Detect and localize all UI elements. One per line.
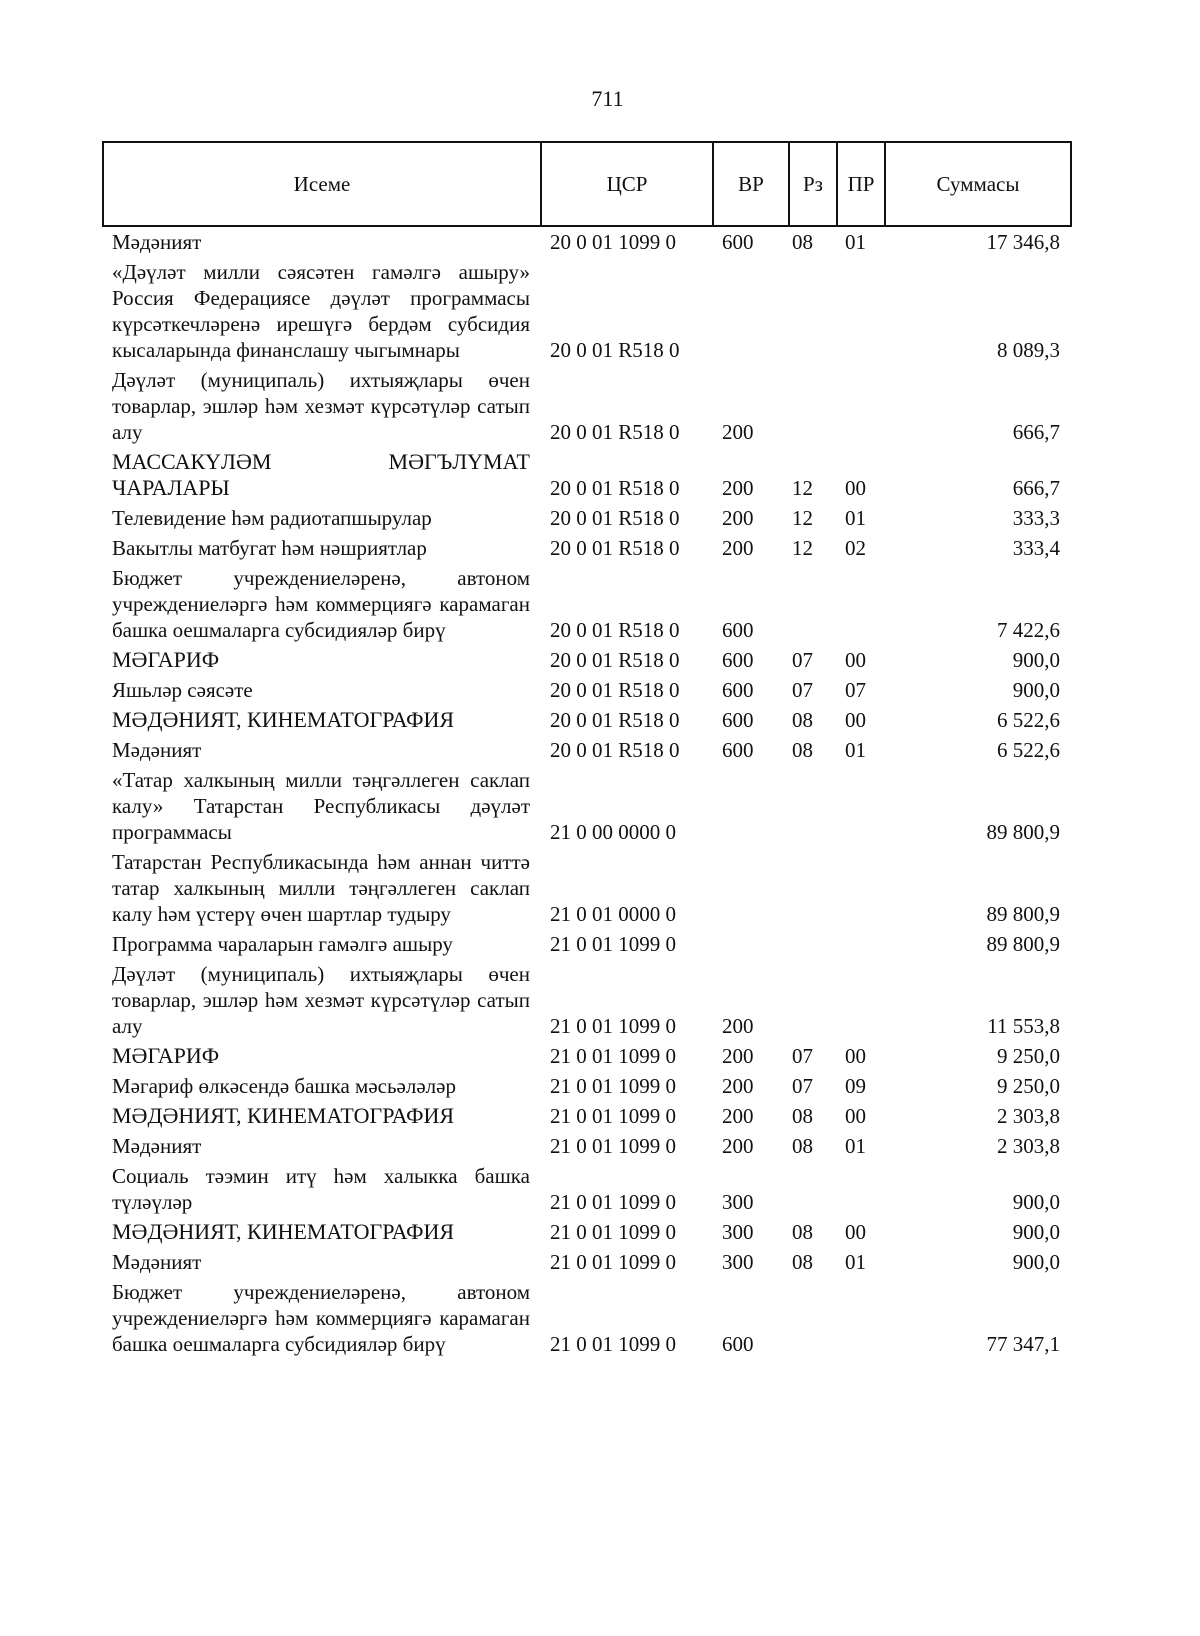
table-row	[112, 643, 1060, 673]
cell-pr: 02	[845, 536, 866, 560]
cell-csr: 20 0 01 R518 0	[550, 338, 680, 362]
cell-rz: 07	[792, 678, 813, 702]
cell-sum: 9 250,0	[997, 1044, 1060, 1068]
cell-csr: 20 0 01 R518 0	[550, 420, 680, 444]
cell-vr: 300	[722, 1220, 754, 1244]
cell-name: Мәгариф өлкәсендә башка мәсьәләләр	[112, 1074, 456, 1098]
table-row	[112, 1099, 1060, 1129]
cell-sum: 666,7	[1012, 420, 1060, 444]
cell-pr: 09	[845, 1074, 866, 1098]
header-vr: ВР	[713, 142, 789, 226]
cell-vr: 600	[722, 230, 754, 254]
budget-table	[112, 225, 1060, 1357]
table-row	[112, 927, 1060, 957]
cell-sum: 89 800,9	[986, 820, 1060, 844]
cell-pr	[826, 255, 874, 363]
table-row	[112, 1129, 1060, 1159]
cell-name: Мәдәният	[112, 230, 202, 254]
cell-vr: 300	[722, 1190, 754, 1214]
cell-vr: 600	[722, 1332, 754, 1356]
cell-pr	[826, 927, 874, 957]
cell-name: МАССАКҮЛӘМ МӘГЪЛҮМАТ ЧАРАЛАРЫ	[112, 449, 530, 500]
cell-vr: 200	[722, 1104, 754, 1128]
cell-name: «Дәүләт милли сәясәтен гамәлгә ашыру» Россия Федерациясе дәүләт программасы күрсәткечләренә ирешүгә бердәм субсидия кысаларында финанслашу чыгымнары	[112, 260, 530, 362]
cell-sum: 666,7	[1012, 476, 1060, 500]
cell-rz: 08	[792, 1134, 813, 1158]
table-row	[112, 1275, 1060, 1357]
cell-name: МӘДӘНИЯТ, КИНЕМАТОГРАФИЯ	[112, 1219, 455, 1244]
cell-csr: 20 0 01 1099 0	[550, 230, 676, 254]
table-row	[112, 1245, 1060, 1275]
cell-sum: 2 303,8	[997, 1104, 1060, 1128]
cell-pr: 00	[845, 648, 866, 672]
cell-name: Бюджет учреждениеләренә, автоном учреждениеләргә һәм коммерциягә карамаган башка оешмаларга субсидияләр бирү	[112, 566, 530, 642]
cell-rz: 12	[792, 536, 813, 560]
cell-pr	[826, 1159, 874, 1215]
cell-csr: 20 0 01 R518 0	[550, 476, 680, 500]
cell-vr: 200	[722, 420, 754, 444]
cell-csr: 20 0 01 R518 0	[550, 738, 680, 762]
cell-csr: 21 0 01 1099 0	[550, 1250, 676, 1274]
cell-sum: 17 346,8	[986, 230, 1060, 254]
header-pr: ПР	[837, 142, 885, 226]
cell-sum: 9 250,0	[997, 1074, 1060, 1098]
cell-vr: 600	[722, 648, 754, 672]
cell-name: Мәдәният	[112, 738, 202, 762]
cell-csr: 21 0 00 0000 0	[550, 820, 676, 844]
cell-rz	[778, 1159, 826, 1215]
cell-rz: 08	[792, 1104, 813, 1128]
cell-sum: 900,0	[1012, 648, 1060, 672]
cell-name: Социаль тәэмин итү һәм халыкка башка түләүләр	[112, 1164, 530, 1214]
cell-sum: 7 422,6	[997, 618, 1060, 642]
table-row	[112, 763, 1060, 845]
cell-vr	[712, 255, 778, 363]
table-header	[102, 141, 1072, 227]
cell-sum: 6 522,6	[997, 708, 1060, 732]
cell-sum: 900,0	[1012, 1250, 1060, 1274]
table-row	[112, 1159, 1060, 1215]
cell-vr: 600	[722, 678, 754, 702]
cell-pr	[826, 845, 874, 927]
cell-csr: 21 0 01 1099 0	[550, 932, 676, 956]
header-csr: ЦСР	[541, 142, 713, 226]
cell-pr: 07	[845, 678, 866, 702]
cell-pr: 00	[845, 708, 866, 732]
cell-rz	[778, 845, 826, 927]
cell-rz: 08	[792, 738, 813, 762]
header-name: Исеме	[103, 142, 541, 226]
cell-csr: 21 0 01 1099 0	[550, 1332, 676, 1356]
cell-pr	[826, 763, 874, 845]
cell-name: Мәдәният	[112, 1134, 202, 1158]
cell-rz	[778, 957, 826, 1039]
table-row	[112, 703, 1060, 733]
cell-name: Мәдәният	[112, 1250, 202, 1274]
cell-name: Бюджет учреждениеләренә, автоном учреждениеләргә һәм коммерциягә карамаган башка оешмаларга субсидияләр бирү	[112, 1280, 530, 1356]
cell-sum: 11 553,8	[987, 1014, 1060, 1038]
cell-pr	[826, 957, 874, 1039]
table-row	[112, 445, 1060, 501]
cell-rz: 12	[792, 476, 813, 500]
table-row	[112, 673, 1060, 703]
cell-vr: 200	[722, 1014, 754, 1038]
table-row	[112, 363, 1060, 445]
table-row	[112, 531, 1060, 561]
cell-csr: 20 0 01 R518 0	[550, 648, 680, 672]
cell-name: Программа чараларын гамәлгә ашыру	[112, 932, 453, 956]
cell-vr: 600	[722, 738, 754, 762]
table-row	[112, 733, 1060, 763]
cell-sum: 900,0	[1012, 1190, 1060, 1214]
cell-name: Дәүләт (муниципаль) ихтыяҗлары өчен товарлар, эшләр һәм хезмәт күрсәтүләр сатып алу	[112, 368, 530, 444]
cell-rz: 08	[792, 1250, 813, 1274]
cell-csr: 21 0 01 1099 0	[550, 1104, 676, 1128]
cell-csr: 20 0 01 R518 0	[550, 536, 680, 560]
table-row	[112, 957, 1060, 1039]
cell-sum: 900,0	[1012, 1220, 1060, 1244]
cell-csr: 20 0 01 R518 0	[550, 708, 680, 732]
table-body	[112, 225, 1060, 1357]
cell-vr: 200	[722, 536, 754, 560]
cell-pr: 01	[845, 738, 866, 762]
cell-pr: 01	[845, 1134, 866, 1158]
cell-name: Дәүләт (муниципаль) ихтыяҗлары өчен товарлар, эшләр һәм хезмәт күрсәтүләр сатып алу	[112, 962, 530, 1038]
cell-name: МӘГАРИФ	[112, 647, 220, 672]
cell-csr: 21 0 01 1099 0	[550, 1074, 676, 1098]
header-rz: Рз	[789, 142, 837, 226]
cell-name: МӘДӘНИЯТ, КИНЕМАТОГРАФИЯ	[112, 1103, 455, 1128]
cell-sum: 89 800,9	[986, 902, 1060, 926]
table-row	[112, 845, 1060, 927]
cell-csr: 21 0 01 1099 0	[550, 1044, 676, 1068]
cell-rz: 07	[792, 1044, 813, 1068]
cell-name: МӘГАРИФ	[112, 1043, 220, 1068]
cell-sum: 2 303,8	[997, 1134, 1060, 1158]
cell-pr: 01	[845, 1250, 866, 1274]
cell-sum: 333,3	[1012, 506, 1060, 530]
cell-sum: 77 347,1	[986, 1332, 1060, 1356]
cell-pr: 00	[845, 1220, 866, 1244]
cell-pr: 01	[845, 230, 866, 254]
cell-sum: 89 800,9	[986, 932, 1060, 956]
cell-csr: 21 0 01 0000 0	[550, 902, 676, 926]
cell-vr: 200	[722, 506, 754, 530]
table-row	[112, 501, 1060, 531]
cell-name: Татарстан Республикасында һәм аннан читтә татар халкының милли тәңгәллеген саклап калу һәм үстерү өчен шартлар тудыру	[112, 850, 530, 926]
cell-pr: 01	[845, 506, 866, 530]
table-row	[112, 225, 1060, 255]
cell-vr: 200	[722, 1134, 754, 1158]
cell-pr: 00	[845, 1104, 866, 1128]
cell-csr: 21 0 01 1099 0	[550, 1220, 676, 1244]
cell-name: «Татар халкының милли тәңгәллеген саклап калу» Татарстан Республикасы дәүләт программасы	[112, 768, 530, 844]
cell-vr: 200	[722, 1044, 754, 1068]
cell-sum: 8 089,3	[997, 338, 1060, 362]
cell-vr	[712, 927, 778, 957]
cell-csr: 20 0 01 R518 0	[550, 678, 680, 702]
cell-pr: 00	[845, 1044, 866, 1068]
cell-csr: 21 0 01 1099 0	[550, 1190, 676, 1214]
cell-sum: 6 522,6	[997, 738, 1060, 762]
cell-rz	[778, 255, 826, 363]
cell-sum: 333,4	[1012, 536, 1060, 560]
table-row	[112, 1069, 1060, 1099]
cell-vr: 200	[722, 476, 754, 500]
cell-rz: 08	[792, 1220, 813, 1244]
cell-rz: 07	[792, 648, 813, 672]
cell-pr	[826, 561, 874, 643]
cell-vr: 600	[722, 618, 754, 642]
table-row	[112, 1215, 1060, 1245]
table-row	[112, 255, 1060, 363]
page-number: 711	[591, 86, 624, 111]
cell-rz	[778, 561, 826, 643]
cell-pr: 00	[845, 476, 866, 500]
cell-pr	[826, 363, 874, 445]
cell-rz: 07	[792, 1074, 813, 1098]
cell-rz	[778, 927, 826, 957]
cell-csr: 21 0 01 1099 0	[550, 1014, 676, 1038]
cell-name: Вакытлы матбугат һәм нәшриятлар	[112, 536, 427, 560]
cell-vr: 200	[722, 1074, 754, 1098]
cell-rz: 08	[792, 708, 813, 732]
cell-name: Телевидение һәм радиотапшырулар	[112, 506, 432, 530]
cell-rz: 12	[792, 506, 813, 530]
cell-sum: 900,0	[1012, 678, 1060, 702]
cell-pr	[826, 1275, 874, 1357]
cell-vr	[712, 763, 778, 845]
cell-rz	[778, 363, 826, 445]
cell-rz	[778, 1275, 826, 1357]
cell-rz: 08	[792, 230, 813, 254]
cell-csr: 20 0 01 R518 0	[550, 618, 680, 642]
cell-vr: 600	[722, 708, 754, 732]
cell-csr: 20 0 01 R518 0	[550, 506, 680, 530]
cell-name: МӘДӘНИЯТ, КИНЕМАТОГРАФИЯ	[112, 707, 455, 732]
cell-name: Яшьләр сәясәте	[112, 678, 253, 702]
table-row	[112, 561, 1060, 643]
cell-rz	[778, 763, 826, 845]
header-sum: Суммасы	[885, 142, 1071, 226]
cell-vr: 300	[722, 1250, 754, 1274]
table-row	[112, 1039, 1060, 1069]
cell-vr	[712, 845, 778, 927]
cell-csr: 21 0 01 1099 0	[550, 1134, 676, 1158]
